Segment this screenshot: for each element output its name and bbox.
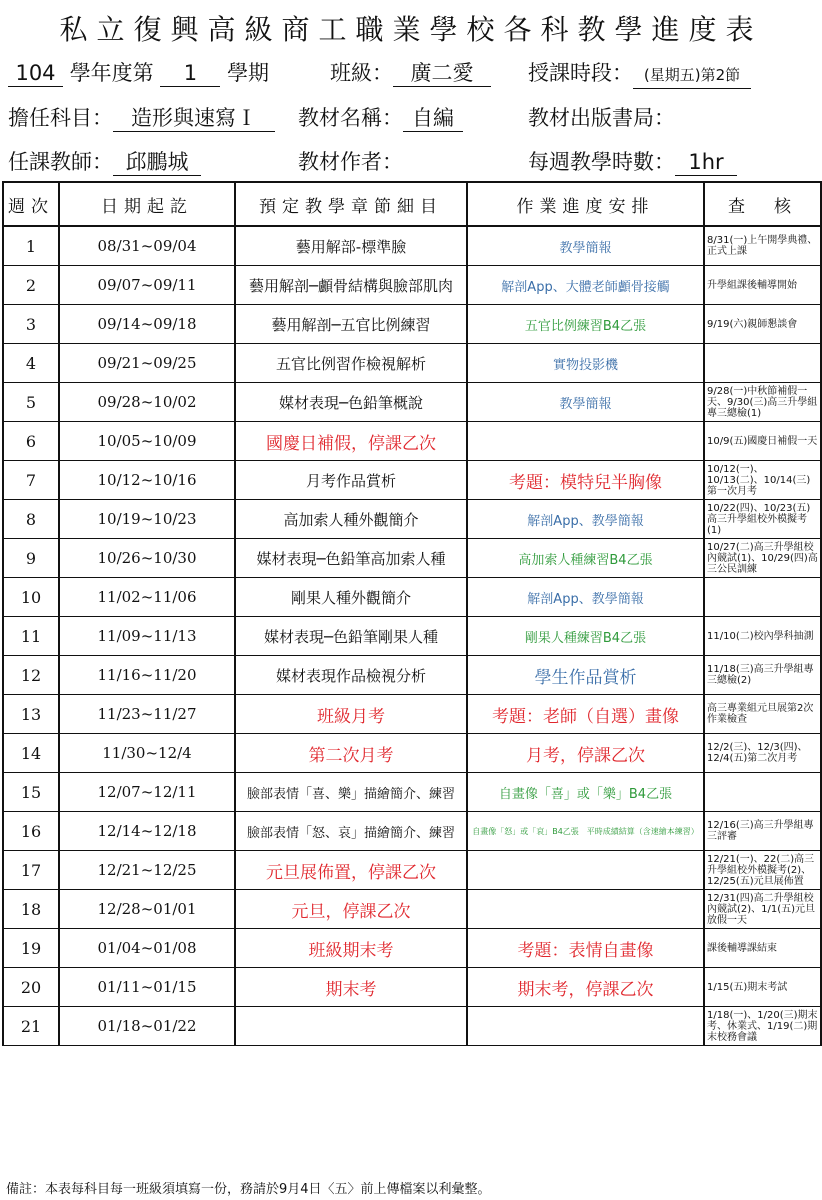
subject-value: 造形與速寫Ｉ xyxy=(113,106,275,132)
table-row xyxy=(3,344,821,383)
date-cell: 01/11~01/15 xyxy=(59,968,235,1007)
check-cell: 12/2(三)、12/3(四)、12/4(五)第二次月考 xyxy=(704,734,821,773)
footer-note: 備註：本表每科目每一班級須填寫一份，務請於9月4日〈五〉前上傳檔案以利彙整。 xyxy=(6,1182,491,1197)
assignment-cell xyxy=(467,890,704,929)
check-cell: 8/31(一)上午開學典禮、正式上課 xyxy=(704,226,821,266)
table-row xyxy=(3,578,821,617)
content-cell: 國慶日補假，停課乙次 xyxy=(235,422,467,461)
date-cell: 10/19~10/23 xyxy=(59,500,235,539)
check-cell: 1/18(一)、1/20(三)期末考、休業式、1/19(二)期末校務會議 xyxy=(704,1007,821,1046)
material-value: 自編 xyxy=(403,106,463,132)
content-cell: 媒材表現─色鉛筆高加索人種 xyxy=(235,539,467,578)
assignment-cell: 解剖App、大體老師顱骨接觸 xyxy=(467,266,704,305)
header-week: 週次 xyxy=(3,182,59,226)
assignment-cell: 月考，停課乙次 xyxy=(467,734,704,773)
date-cell: 12/14~12/18 xyxy=(59,812,235,851)
content-cell: 剛果人種外觀簡介 xyxy=(235,578,467,617)
table-row xyxy=(3,890,821,929)
check-cell: 課後輔導課結束 xyxy=(704,929,821,968)
content-cell: 藝用解剖─五官比例練習 xyxy=(235,305,467,344)
check-cell: 10/27(二)高三升學組校內競試(1)、10/29(四)高三公民訓練 xyxy=(704,539,821,578)
assignment-cell: 考題：模特兒半胸像 xyxy=(467,461,704,500)
table-row xyxy=(3,1007,821,1046)
school-year-value: 104 xyxy=(8,61,63,87)
header-assignment: 作業進度安排 xyxy=(467,182,704,226)
teacher-field xyxy=(8,146,201,176)
week-cell: 1 xyxy=(3,226,59,266)
hours-value: 1hr xyxy=(675,150,737,176)
schedule-table xyxy=(2,181,822,1046)
assignment-cell: 教學簡報 xyxy=(467,226,704,266)
week-cell: 12 xyxy=(3,656,59,695)
table-row xyxy=(3,383,821,422)
check-cell: 1/15(五)期末考試 xyxy=(704,968,821,1007)
assignment-cell: 教學簡報 xyxy=(467,383,704,422)
assignment-cell: 解剖App、教學簡報 xyxy=(467,578,704,617)
check-cell: 升學組課後輔導開始 xyxy=(704,266,821,305)
date-cell: 01/18~01/22 xyxy=(59,1007,235,1046)
assignment-cell: 剛果人種練習B4乙張 xyxy=(467,617,704,656)
week-cell: 11 xyxy=(3,617,59,656)
date-cell: 12/28~01/01 xyxy=(59,890,235,929)
check-cell: 12/16(三)高三升學組專三評審 xyxy=(704,812,821,851)
check-cell: 11/10(二)校內學科抽測 xyxy=(704,617,821,656)
date-cell: 09/28~10/02 xyxy=(59,383,235,422)
page-title: 私立復興高級商工職業學校各科教學進度表 xyxy=(59,13,763,46)
table-row xyxy=(3,422,821,461)
content-cell: 臉部表情「喜、樂」描繪簡介、練習 xyxy=(235,773,467,812)
header-line-1 xyxy=(8,57,269,87)
week-cell: 15 xyxy=(3,773,59,812)
teacher-value: 邱鵬城 xyxy=(113,150,201,176)
date-cell: 12/07~12/11 xyxy=(59,773,235,812)
table-row xyxy=(3,734,821,773)
check-cell xyxy=(704,344,821,383)
check-cell: 9/19(六)親師懇談會 xyxy=(704,305,821,344)
check-cell xyxy=(704,578,821,617)
content-cell: 臉部表情「怒、哀」描繪簡介、練習 xyxy=(235,812,467,851)
date-cell: 09/21~09/25 xyxy=(59,344,235,383)
date-cell: 11/09~11/13 xyxy=(59,617,235,656)
table-row xyxy=(3,539,821,578)
content-cell: 班級期末考 xyxy=(235,929,467,968)
content-cell: 元旦，停課乙次 xyxy=(235,890,467,929)
check-cell xyxy=(704,773,821,812)
assignment-cell: 自畫像「喜」或「樂」B4乙張 xyxy=(467,773,704,812)
assignment-cell: 期末考，停課乙次 xyxy=(467,968,704,1007)
header-date: 日期起訖 xyxy=(59,182,235,226)
time-value: (星期五)第2節 xyxy=(633,63,751,89)
week-cell: 6 xyxy=(3,422,59,461)
date-cell: 10/26~10/30 xyxy=(59,539,235,578)
content-cell: 班級月考 xyxy=(235,695,467,734)
content-cell: 媒材表現─色鉛筆剛果人種 xyxy=(235,617,467,656)
table-row xyxy=(3,461,821,500)
header-content: 預定教學章節細目 xyxy=(235,182,467,226)
table-row xyxy=(3,773,821,812)
material-field xyxy=(298,102,463,132)
school-year-label: 學年度第 xyxy=(69,61,154,85)
assignment-cell: 考題：表情自畫像 xyxy=(467,929,704,968)
week-cell: 3 xyxy=(3,305,59,344)
table-row xyxy=(3,226,821,266)
content-cell: 媒材表現─色鉛筆概說 xyxy=(235,383,467,422)
content-cell: 藝用解剖─顱骨結構與臉部肌肉 xyxy=(235,266,467,305)
table-row xyxy=(3,851,821,890)
check-cell: 12/31(四)高二升學組校內競試(2)、1/1(五)元旦放假一天 xyxy=(704,890,821,929)
table-row xyxy=(3,968,821,1007)
date-cell: 11/02~11/06 xyxy=(59,578,235,617)
publisher-field xyxy=(528,102,675,132)
teacher-label: 任課教師： xyxy=(8,150,113,174)
content-cell: 媒材表現作品檢視分析 xyxy=(235,656,467,695)
content-cell: 第二次月考 xyxy=(235,734,467,773)
date-cell: 10/05~10/09 xyxy=(59,422,235,461)
table-header-row xyxy=(3,182,821,226)
subject-label: 擔任科目： xyxy=(8,106,113,130)
content-cell: 高加索人種外觀簡介 xyxy=(235,500,467,539)
date-cell: 10/12~10/16 xyxy=(59,461,235,500)
week-cell: 18 xyxy=(3,890,59,929)
author-field xyxy=(298,146,403,176)
hours-label: 每週教學時數： xyxy=(528,150,675,174)
content-cell: 元旦展佈置，停課乙次 xyxy=(235,851,467,890)
week-cell: 17 xyxy=(3,851,59,890)
check-cell: 9/28(一)中秋節補假一天、9/30(三)高三升學組專三總檢(1) xyxy=(704,383,821,422)
time-field xyxy=(528,57,751,89)
date-cell: 11/16~11/20 xyxy=(59,656,235,695)
week-cell: 16 xyxy=(3,812,59,851)
subject-field xyxy=(8,102,275,132)
date-cell: 11/23~11/27 xyxy=(59,695,235,734)
content-cell: 月考作品賞析 xyxy=(235,461,467,500)
semester-value: 1 xyxy=(160,61,220,87)
date-cell: 09/07~09/11 xyxy=(59,266,235,305)
table-row xyxy=(3,305,821,344)
week-cell: 7 xyxy=(3,461,59,500)
table-row xyxy=(3,500,821,539)
class-label: 班級： xyxy=(330,61,393,85)
week-cell: 8 xyxy=(3,500,59,539)
content-cell: 五官比例習作檢視解析 xyxy=(235,344,467,383)
assignment-cell xyxy=(467,422,704,461)
date-cell: 01/04~01/08 xyxy=(59,929,235,968)
date-cell: 08/31~09/04 xyxy=(59,226,235,266)
check-cell: 10/22(四)、10/23(五)高三升學組校外模擬考(1) xyxy=(704,500,821,539)
time-label: 授課時段： xyxy=(528,61,633,85)
week-cell: 5 xyxy=(3,383,59,422)
assignment-cell: 解剖App、教學簡報 xyxy=(467,500,704,539)
semester-label: 學期 xyxy=(227,61,270,85)
week-cell: 19 xyxy=(3,929,59,968)
check-cell: 11/18(三)高三升學組專三總檢(2) xyxy=(704,656,821,695)
week-cell: 13 xyxy=(3,695,59,734)
author-label: 教材作者： xyxy=(298,150,403,174)
table-row xyxy=(3,929,821,968)
check-cell: 12/21(一)、22(二)高三升學組校外模擬考(2)、12/25(五)元旦展佈置 xyxy=(704,851,821,890)
content-cell: 藝用解部-標準臉 xyxy=(235,226,467,266)
table-row xyxy=(3,266,821,305)
check-cell: 10/9(五)國慶日補假一天 xyxy=(704,422,821,461)
table-row xyxy=(3,812,821,851)
class-field xyxy=(330,57,491,87)
assignment-cell: 高加索人種練習B4乙張 xyxy=(467,539,704,578)
date-cell: 11/30~12/4 xyxy=(59,734,235,773)
week-cell: 9 xyxy=(3,539,59,578)
assignment-cell: 自畫像「怒」或「哀」B4乙張 平時成績結算（含速繪本練習） xyxy=(467,812,704,851)
date-cell: 12/21~12/25 xyxy=(59,851,235,890)
check-cell: 高三專業組元旦展第2次作業檢查 xyxy=(704,695,821,734)
check-cell: 10/12(一)、10/13(二)、10/14(三)第一次月考 xyxy=(704,461,821,500)
week-cell: 14 xyxy=(3,734,59,773)
table-row xyxy=(3,695,821,734)
assignment-cell: 實物投影機 xyxy=(467,344,704,383)
week-cell: 21 xyxy=(3,1007,59,1046)
assignment-cell xyxy=(467,851,704,890)
week-cell: 10 xyxy=(3,578,59,617)
assignment-cell: 學生作品賞析 xyxy=(467,656,704,695)
content-cell: 期末考 xyxy=(235,968,467,1007)
header-check: 查 核 xyxy=(704,182,821,226)
date-cell: 09/14~09/18 xyxy=(59,305,235,344)
table-row xyxy=(3,656,821,695)
assignment-cell xyxy=(467,1007,704,1046)
week-cell: 2 xyxy=(3,266,59,305)
assignment-cell: 考題：老師（自選）畫像 xyxy=(467,695,704,734)
table-row xyxy=(3,617,821,656)
hours-field xyxy=(528,146,737,176)
content-cell xyxy=(235,1007,467,1046)
week-cell: 4 xyxy=(3,344,59,383)
assignment-cell: 五官比例練習B4乙張 xyxy=(467,305,704,344)
publisher-label: 教材出版書局： xyxy=(528,106,675,130)
class-value: 廣二愛 xyxy=(393,61,491,87)
week-cell: 20 xyxy=(3,968,59,1007)
material-label: 教材名稱： xyxy=(298,106,403,130)
